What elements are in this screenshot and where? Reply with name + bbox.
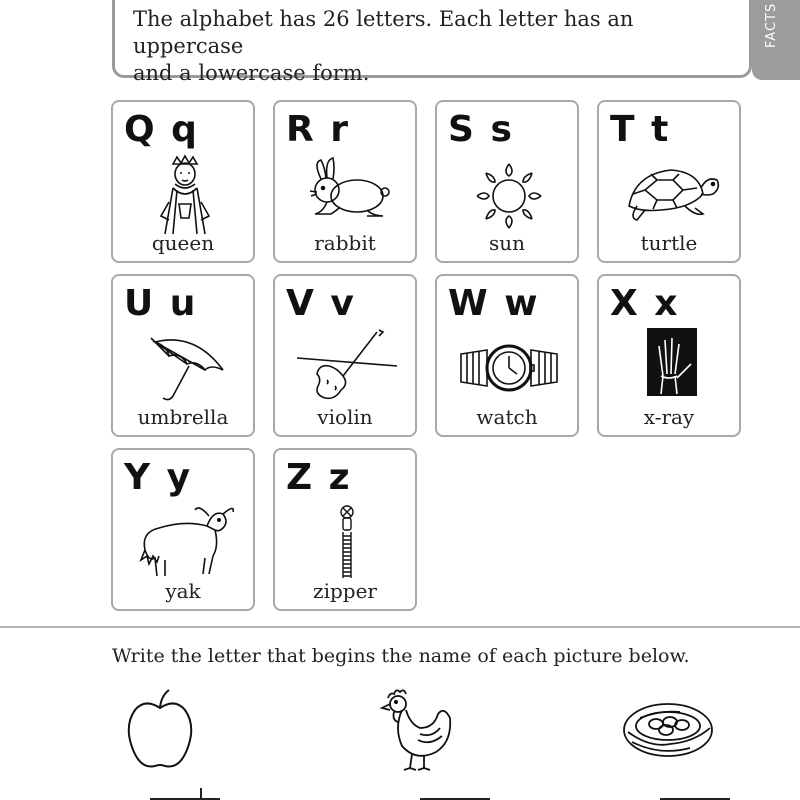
letter-card-u: [111, 274, 255, 437]
violin-icon: [297, 328, 397, 408]
letter-card-v: [273, 274, 417, 437]
rabbit-icon: [297, 154, 397, 234]
letter-card-r: [273, 100, 417, 263]
letter-card-t: [597, 100, 741, 263]
umbrella-icon: [135, 328, 235, 408]
card-word: sun: [488, 231, 526, 255]
card-word: turtle: [640, 231, 698, 255]
card-word: x-ray: [643, 405, 695, 429]
card-word: umbrella: [137, 405, 229, 429]
fact-text-line-2: and a lowercase form.: [133, 61, 370, 85]
card-letters: W w: [448, 283, 540, 324]
card-word: violin: [317, 405, 373, 429]
zipper-icon: [297, 502, 397, 582]
answer-line-apple-mark: [200, 788, 202, 800]
card-word: rabbit: [314, 231, 376, 255]
card-letters: Z z: [286, 457, 352, 498]
card-letters: R r: [286, 109, 351, 150]
sun-icon: [459, 154, 559, 234]
yak-icon: [135, 502, 235, 582]
apple-icon: [125, 688, 195, 772]
letter-card-y: [111, 448, 255, 611]
exercise-instruction: Write the letter that begins the name of each picture below.: [112, 645, 690, 667]
card-letters: Y y: [124, 457, 193, 498]
card-word: queen: [151, 231, 215, 255]
letter-card-x: [597, 274, 741, 437]
facts-side-tab: [752, 0, 800, 80]
queen-icon: [135, 154, 235, 234]
card-word: yak: [165, 579, 201, 603]
card-letters: V v: [286, 283, 356, 324]
fact-text-line-1: The alphabet has 26 letters. Each letter has an uppercase: [133, 7, 634, 58]
turtle-icon: [621, 154, 721, 234]
card-word: watch: [476, 405, 538, 429]
hen-icon: [380, 688, 454, 774]
card-letters: Q q: [124, 109, 199, 150]
card-letters: X x: [610, 283, 680, 324]
letter-card-q: [111, 100, 255, 263]
card-letters: T t: [610, 109, 671, 150]
nest-icon: [620, 698, 716, 762]
fact-text: [133, 6, 733, 87]
fact-box: [112, 0, 752, 85]
x-ray-icon: [621, 328, 721, 408]
card-letters: U u: [124, 283, 198, 324]
card-letters: S s: [448, 109, 514, 150]
letter-card-w: [435, 274, 579, 437]
facts-side-tab-label: FACTS: [764, 2, 779, 48]
card-word: zipper: [313, 579, 377, 603]
letter-card-s: [435, 100, 579, 263]
section-divider: [0, 626, 800, 628]
watch-icon: [459, 328, 559, 408]
letter-card-z: [273, 448, 417, 611]
